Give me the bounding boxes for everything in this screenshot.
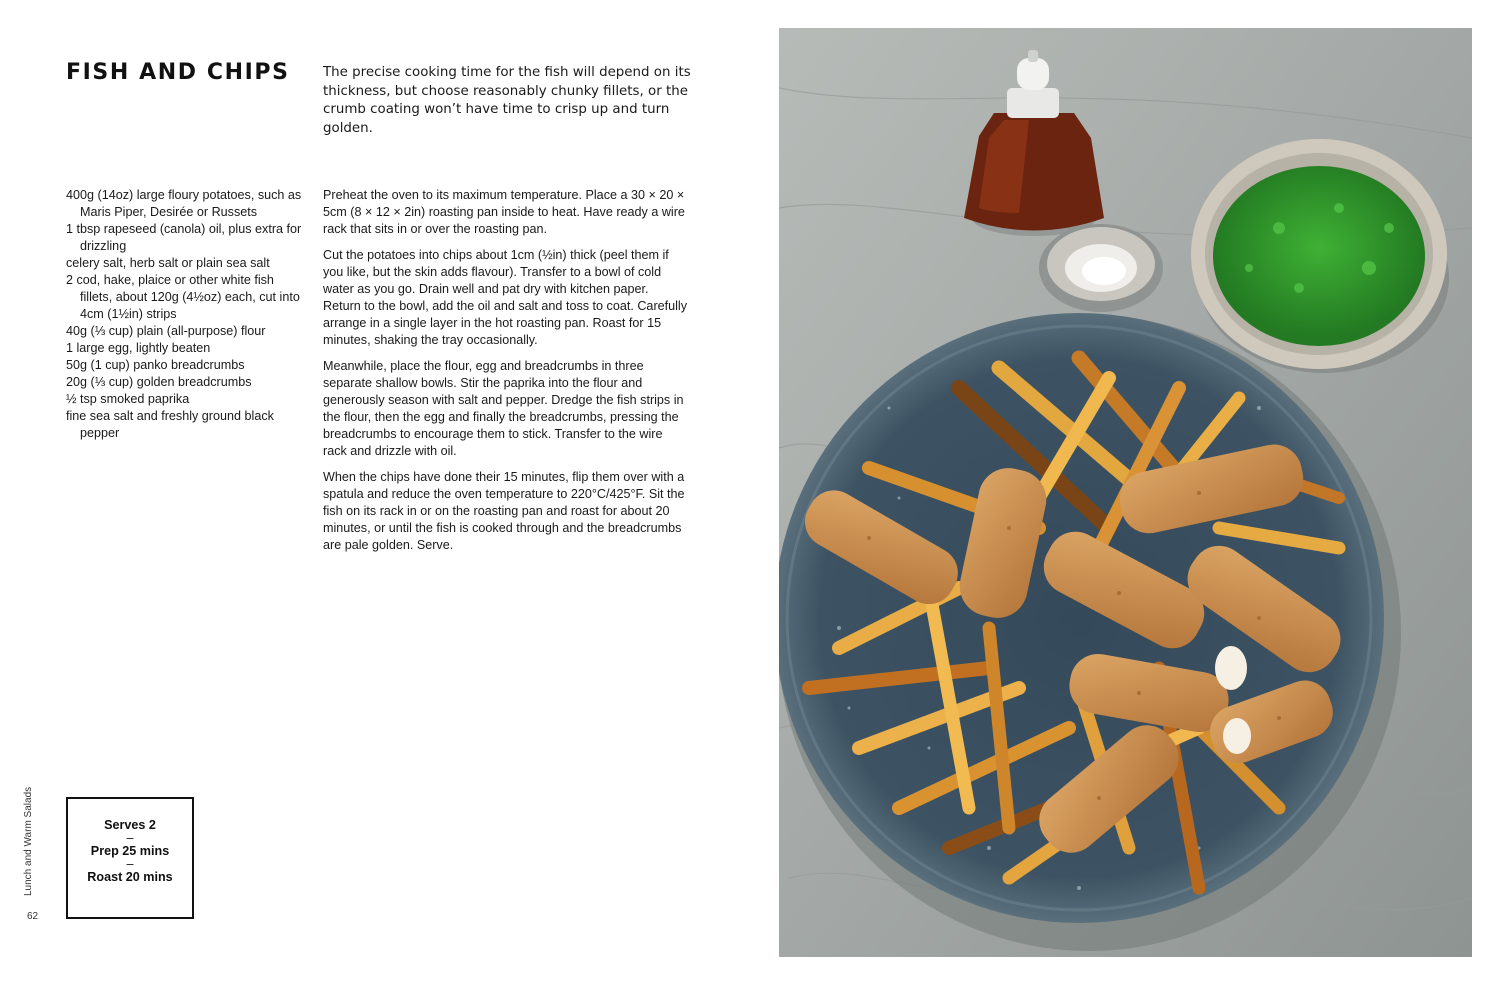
ingredient-item: 400g (14oz) large floury potatoes, such as Maris Piper, Desirée or Russets <box>66 188 302 219</box>
ingredients-list <box>66 187 306 442</box>
fish-and-chips-plate <box>779 313 1401 951</box>
method-step: Meanwhile, place the flour, egg and breadcrumbs in three separate shallow bowls. Stir the paprika into the flour and generously season with salt and pepper. Dredge the fish strips in the flour, then the egg and finally the breadcrumbs, pressing the breadcrumbs to encourage them to stick. Transfer to the wire rack and drizzle with oil. <box>323 359 684 458</box>
recipe-title: FISH AND CHIPS <box>66 60 290 85</box>
ingredient-item: 1 tbsp rapeseed (canola) oil, plus extra for drizzling <box>66 222 302 253</box>
recipe-intro: The precise cooking time for the fish will depend on its thickness, but choose reasonably chunky fillets, or the crumb coating won’t have time to crisp up and turn golden. <box>323 65 691 136</box>
ingredient-item: 50g (1 cup) panko breadcrumbs <box>66 358 245 372</box>
section-label: Lunch and Warm Salads <box>23 786 34 896</box>
ingredient-item: ½ tsp smoked paprika <box>66 392 190 406</box>
prep-time-label: Prep 25 mins <box>90 844 170 858</box>
method-step: Preheat the oven to its maximum temperature. Place a 30 × 20 × 5cm (8 × 12 × 2in) roasting pan inside to heat. Have ready a wire rack that sits in or over the roasting pan. <box>323 188 685 236</box>
food-photo <box>779 28 1472 957</box>
serves-label: Serves 2 <box>104 818 156 832</box>
ingredient-item: 1 large egg, lightly beaten <box>66 341 211 355</box>
info-separator: – <box>126 831 134 845</box>
salt-dish <box>1039 224 1163 312</box>
ingredient-item: 20g (⅓ cup) golden breadcrumbs <box>66 375 252 389</box>
roast-time-label: Roast 20 mins <box>87 870 173 884</box>
ingredient-item: celery salt, herb salt or plain sea salt <box>66 256 270 270</box>
info-separator: – <box>126 857 134 871</box>
ingredient-item: 2 cod, hake, plaice or other white fish fillets, about 120g (4½oz) each, cut into 4cm (1½in) strips <box>66 273 300 321</box>
ingredient-item: 40g (⅓ cup) plain (all-purpose) flour <box>66 324 266 338</box>
method-step: When the chips have done their 15 minutes, flip them over with a spatula and reduce the oven temperature to 220°C/425°F. Sit the fish on its rack in or on the roasting pan and roast for about 20 minutes, or until the fish is cooked through and the breadcrumbs are pale golden. Serve. <box>323 470 685 552</box>
method-steps <box>323 187 688 563</box>
page-number: 62 <box>27 911 39 922</box>
ingredient-item: fine sea salt and freshly ground black pepper <box>66 409 274 440</box>
recipe-info-box <box>66 797 194 919</box>
mushy-peas-bowl <box>1191 139 1449 373</box>
photo-illustration <box>779 28 1472 957</box>
method-step: Cut the potatoes into chips about 1cm (½in) thick (peel them if you like, but the skin adds flavour). Transfer to a bowl of cold water as you go. Drain well and pat dry with kitchen paper. Return to the bowl, add the oil and salt and toss to coat. Carefully arrange in a single layer in the hot roasting pan. Roast for 15 minutes, shaking the tray occasionally. <box>323 248 688 347</box>
